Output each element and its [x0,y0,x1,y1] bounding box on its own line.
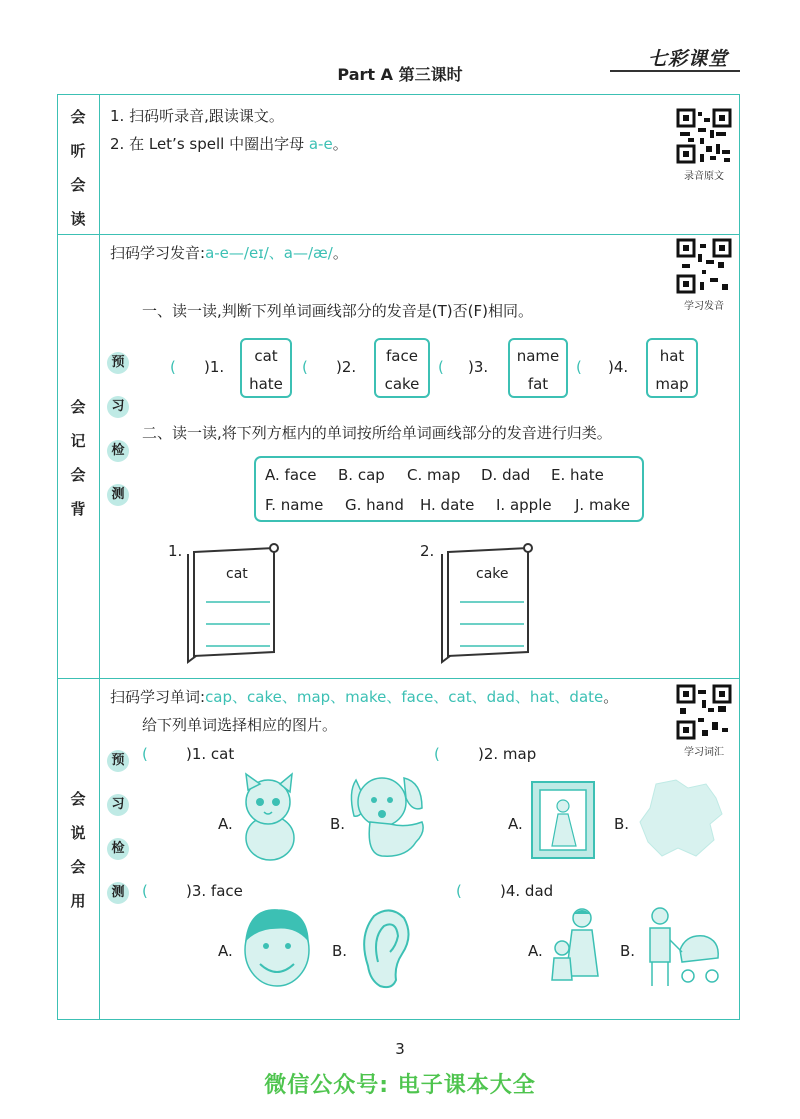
brand-underline [610,70,740,72]
answer-blank[interactable]: ( [434,745,440,763]
pair-number: )3. [468,358,489,376]
s3-intro: 扫码学习单词:cap、cake、map、make、face、cat、dad、hat、date。 [110,688,619,706]
answer-blank[interactable]: ( [456,882,462,900]
mother-and-child-image [546,906,606,990]
row-divider-2 [57,678,740,679]
s2-question-1: 一、读一读,判断下列单词画线部分的发音是(T)否(F)相同。 [142,302,533,320]
option: C. map [407,466,461,484]
qr-caption: 学习发音 [684,301,724,312]
map-image [636,778,724,860]
scroll-frame-icon [186,540,282,666]
option: J. make [575,496,631,514]
question-label: )2. map [478,745,537,763]
s1-item-2: 2. 在 Let’s spell 中圈出字母 a-e。 [110,135,348,153]
option-a: A. [218,815,233,833]
qr-code-icon[interactable] [676,238,732,294]
option-a: A. [218,942,233,960]
father-with-stroller-image [640,906,726,990]
option-b: B. [332,942,348,960]
footer-watermark: 微信公众号: 电子课本大全 [264,1073,536,1098]
pair-number: )4. [608,358,629,376]
answer-blank[interactable]: ( [576,358,582,376]
answer-blank[interactable]: ( [142,882,148,900]
answer-blank[interactable]: ( [302,358,308,376]
option: H. date [420,496,475,514]
answer-blank[interactable]: ( [142,745,148,763]
scroll-word: cat [226,566,248,582]
question-label: )3. face [186,882,243,900]
s2-question-2: 二、读一读,将下列方框内的单词按所给单词画线部分的发音进行归类。 [142,424,612,442]
qr-code-icon[interactable] [676,108,732,164]
question-label: )4. dad [500,882,554,900]
scroll-number: 2. [420,542,435,560]
word-pair-box: cat hate [240,338,292,398]
kitten-image [234,772,304,864]
pair-number: )2. [336,358,357,376]
option: B. cap [338,466,385,484]
face-image [236,904,318,990]
option: A. face [265,466,317,484]
option-b: B. [330,815,346,833]
page-title: Part A 第三课时 [337,65,463,84]
qr-caption: 录音原文 [684,171,724,182]
answer-blank[interactable]: ( [438,358,444,376]
word-pair-box: hat map [646,338,698,398]
question-label: )1. cat [186,745,235,763]
word-pair-box: name fat [508,338,568,398]
option: G. hand [345,496,404,514]
brand-logo: 七彩课堂 [648,48,729,70]
section2-label: 会 记 会 背 [70,398,86,518]
picture-frame-image [530,780,596,860]
option: D. dad [481,466,531,484]
option-b: B. [620,942,636,960]
option: F. name [265,496,324,514]
pair-number: )1. [204,358,225,376]
option: I. apple [496,496,552,514]
option-b: B. [614,815,630,833]
scroll-number: 1. [168,542,183,560]
option: E. hate [551,466,604,484]
answer-blank[interactable]: ( [170,358,176,376]
section1-label: 会 听 会 读 [70,108,86,228]
scroll-frame-icon [440,540,536,666]
s2-intro: 扫码学习发音:a-e—/eɪ/、a—/æ/。 [110,244,348,262]
option-a: A. [528,942,543,960]
qr-code-icon[interactable] [676,684,732,740]
qr-caption: 学习词汇 [684,747,724,758]
ear-image [356,906,414,990]
section3-label: 会 说 会 用 [70,790,86,910]
worksheet-frame [57,94,740,1020]
s3-instruction: 给下列单词选择相应的图片。 [142,716,338,734]
s1-item-1: 1. 扫码听录音,跟读课文。 [110,107,284,125]
column-divider [99,94,100,1020]
option-a: A. [508,815,523,833]
scroll-word: cake [476,566,509,582]
page-number: 3 [395,1040,405,1058]
row-divider-1 [57,234,740,235]
word-pair-box: face cake [374,338,430,398]
puppy-image [346,772,430,860]
